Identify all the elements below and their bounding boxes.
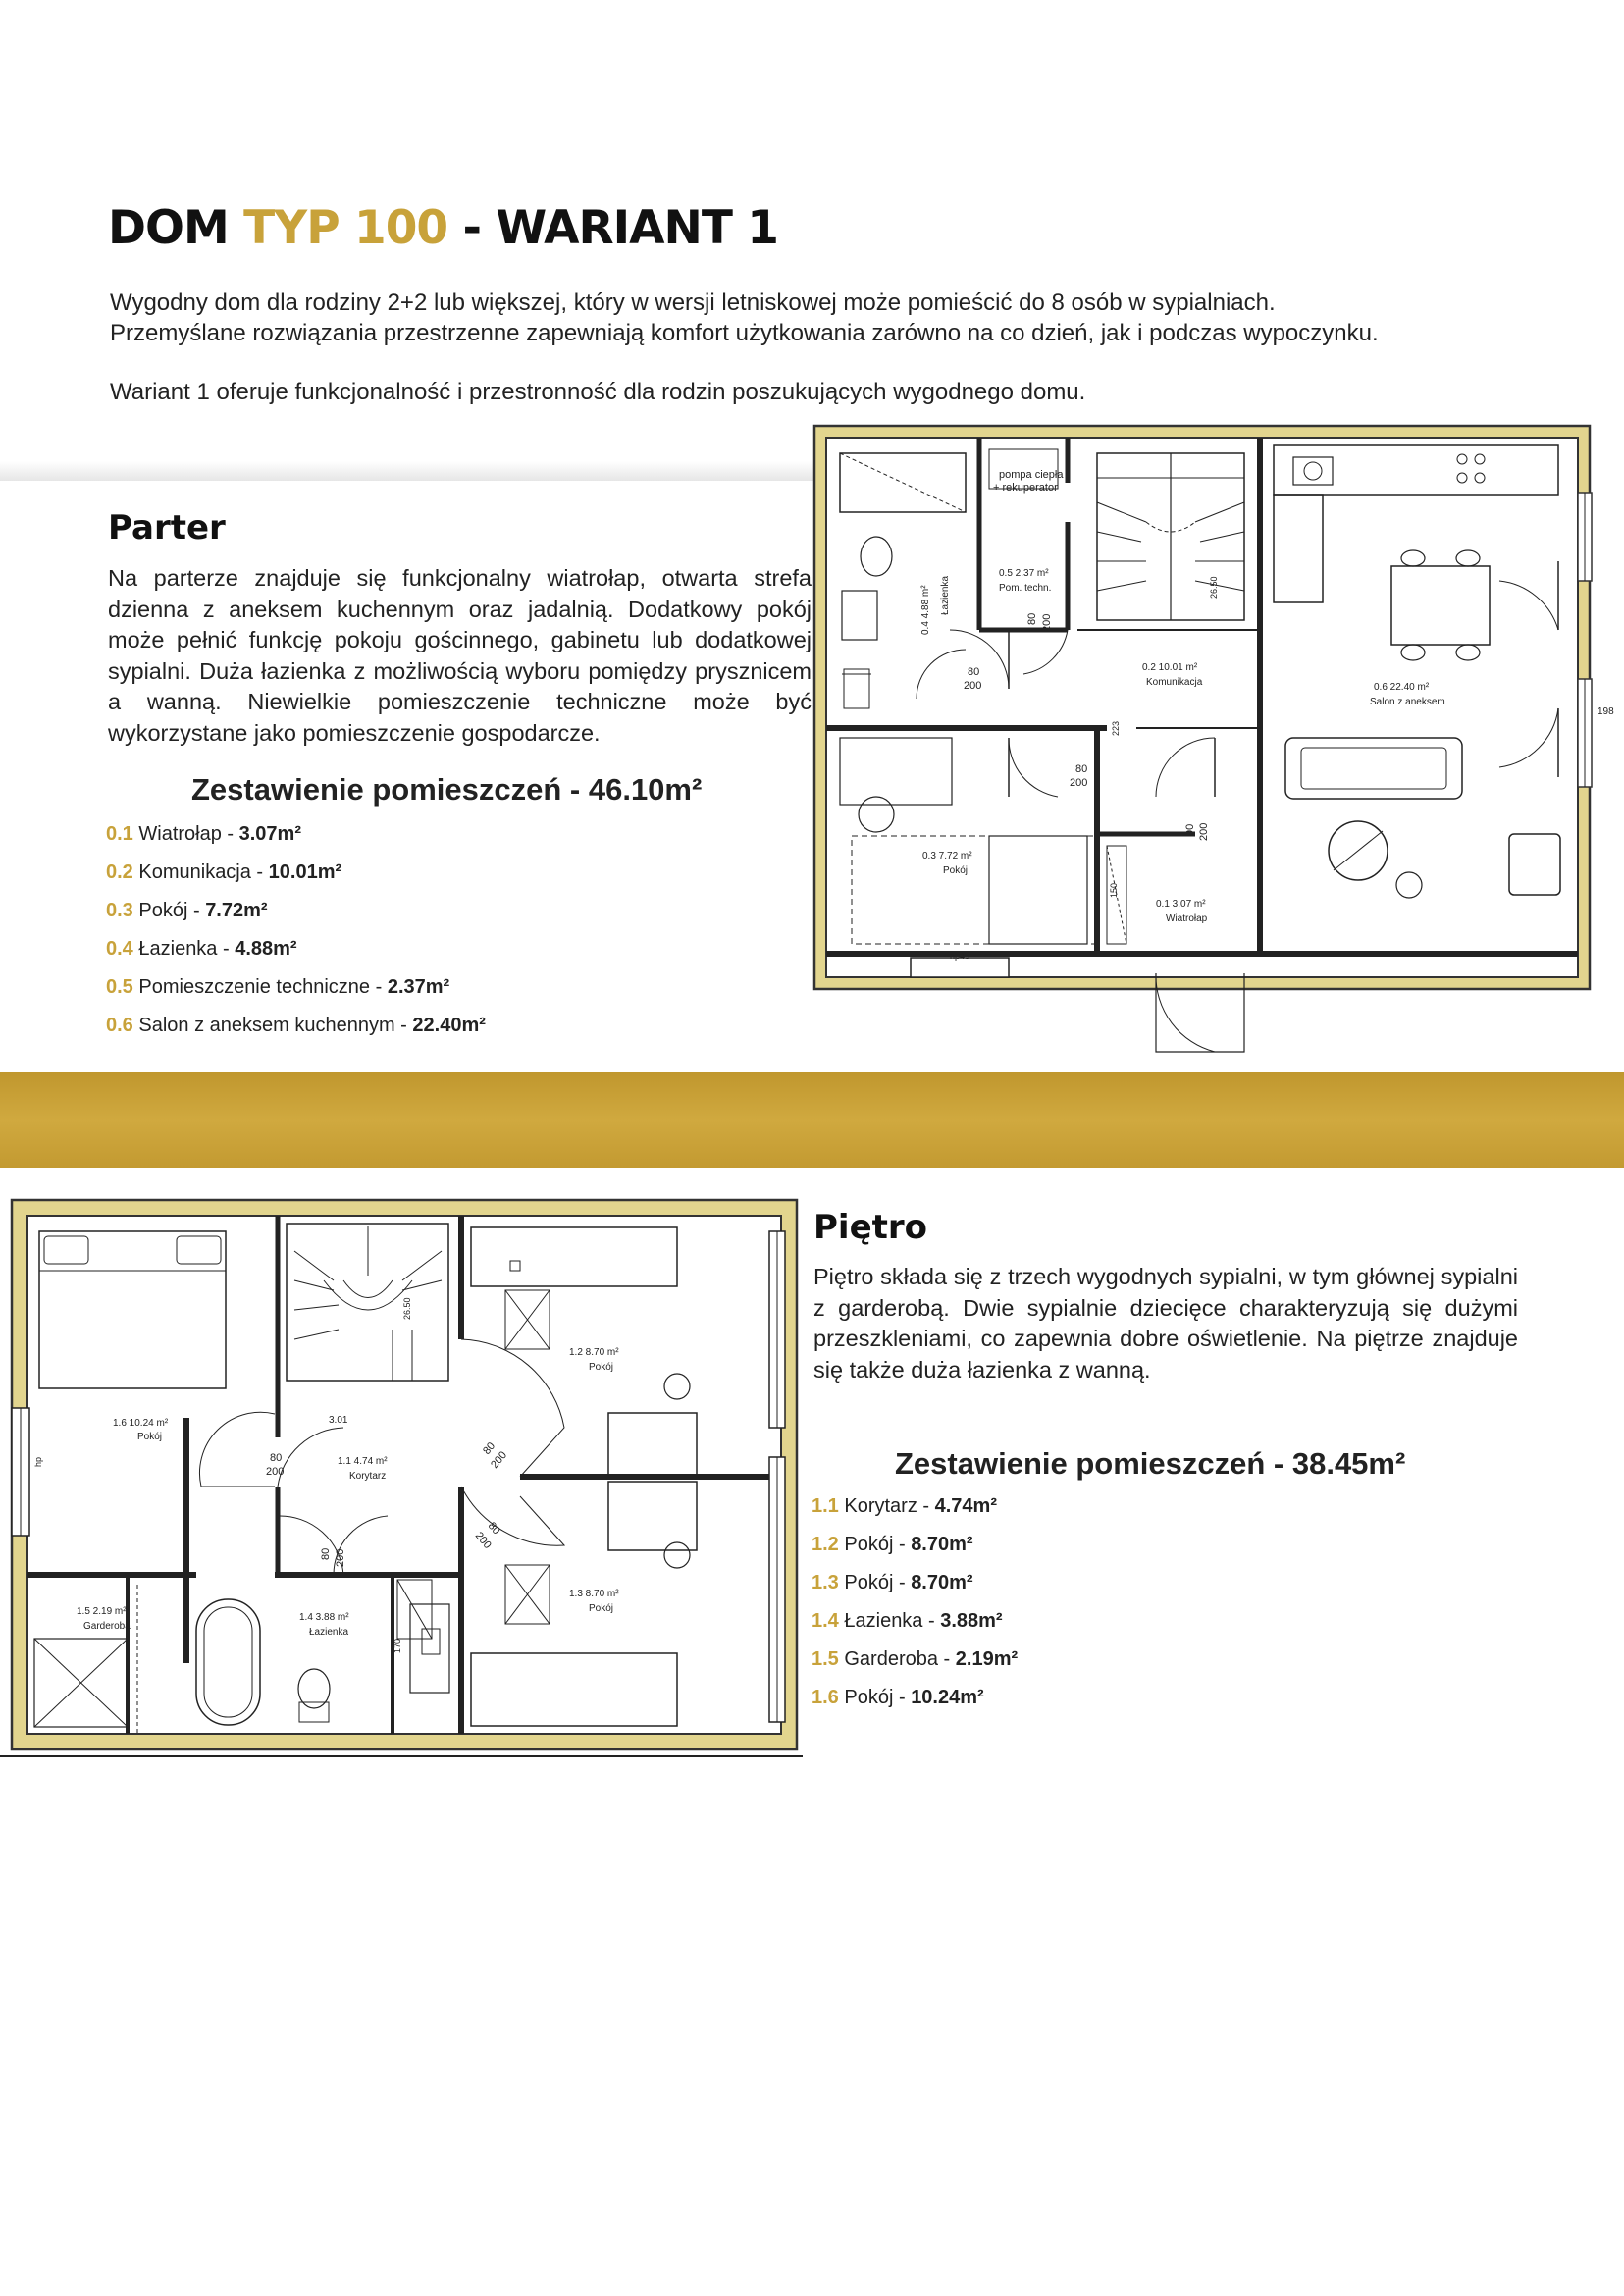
dim-200-g: 200: [489, 1449, 510, 1471]
dim-80-g: 80: [481, 1439, 498, 1457]
dim-80-c: 80: [1026, 612, 1038, 625]
dim-80-e: 80: [270, 1452, 283, 1464]
room-row: 1.2 Pokój - 8.70m²: [812, 1534, 973, 1555]
dim-80-a: 80: [968, 666, 980, 678]
plan-label-16-name: Pokój: [137, 1432, 163, 1442]
level-301: 3.01: [329, 1415, 348, 1426]
plan-label-03-name: Pokój: [943, 865, 969, 876]
plan-label-06: 0.6 22.40 m²: [1374, 682, 1430, 693]
room-row: 0.4 Łazienka - 4.88m²: [106, 938, 297, 960]
parter-room-list: [106, 815, 486, 1045]
dim-200-c: 200: [1041, 613, 1053, 632]
dim-200-e: 200: [266, 1466, 285, 1478]
plan-label-pompa: pompa ciepła: [999, 469, 1064, 481]
plan-label-13-name: Pokój: [589, 1603, 614, 1614]
room-row: 1.1 Korytarz - 4.74m²: [812, 1495, 997, 1517]
dim-200-d: 200: [1198, 822, 1210, 841]
room-row: 0.6 Salon z aneksem kuchennym - 22.40m²: [106, 1015, 486, 1036]
plan-label-11-name: Korytarz: [349, 1471, 387, 1482]
plan-label-14: 1.4 3.88 m²: [299, 1612, 349, 1623]
plan-label-hp45: hp45: [950, 951, 970, 961]
plan-label-11: 1.1 4.74 m²: [338, 1456, 388, 1467]
dim-200-f: 200: [335, 1548, 346, 1567]
plan-label-04-name: Łazienka: [940, 575, 951, 615]
plan-label-05: 0.5 2.37 m²: [999, 568, 1049, 579]
section-shade: [0, 461, 814, 481]
intro-line-2: Przemyślane rozwiązania przestrzenne zapewniają komfort użytkowania zarówno na co dzień, jak i podczas wypoczynku.: [110, 320, 1379, 346]
dim-80-f: 80: [320, 1547, 332, 1560]
pietro-description: Piętro składa się z trzech wygodnych sypialni, w tym głównej sypialni z garderobą. Dwie sypialnie dziecięce charakteryzują się dużymi przeszkleniami, co zapewnia dobre oświetlenie. Na piętrze znajduje się także duża łazienka z wanną.: [813, 1264, 1518, 1383]
room-row: 0.2 Komunikacja - 10.01m²: [106, 861, 342, 883]
plan-label-13: 1.3 8.70 m²: [569, 1589, 619, 1599]
plan-label-02-name: Komunikacja: [1146, 677, 1203, 688]
plan-label-01: 0.1 3.07 m²: [1156, 899, 1206, 910]
plan-label-15: 1.5 2.19 m²: [77, 1606, 127, 1617]
dim-200-h: 200: [472, 1530, 494, 1551]
room-row: 0.5 Pomieszczenie techniczne - 2.37m²: [106, 976, 450, 998]
dim-198: 198: [1598, 706, 1614, 717]
room-row: 0.3 Pokój - 7.72m²: [106, 900, 268, 921]
intro-line-1: Wygodny dom dla rodziny 2+2 lub większej, który w wersji letniskowej może pomieścić do 8 osób w sypialniach.: [110, 289, 1276, 316]
stair-label-up: 26.50: [402, 1297, 412, 1320]
plan-label-05-name: Pom. techn.: [999, 583, 1052, 594]
room-row: 0.1 Wiatrołap - 3.07m²: [106, 823, 301, 845]
plan-label-01-name: Wiatrołap: [1166, 913, 1208, 924]
parter-description: Na parterze znajduje się funkcjonalny wiatrołap, otwarta strefa dzienna z aneksem kuchennym oraz jadalnią. Dodatkowy pokój może pełnić funkcję pokoju gościnnego, gabinetu lub dodatkowej sypialni. Duża łazienka z możliwością wyboru pomiędzy prysznicem a wanną. Niewielkie pomieszczenie techniczne może być wykorzystane jako pomieszczenie gospodarcze.: [108, 565, 812, 746]
dim-200-b: 200: [1070, 777, 1088, 789]
title-part-wariant: - WARIANT 1: [447, 201, 778, 255]
room-row: 1.3 Pokój - 8.70m²: [812, 1572, 973, 1593]
plan-label-02: 0.2 10.01 m²: [1142, 662, 1198, 673]
plan-label-14-name: Łazienka: [309, 1627, 349, 1638]
plan-label-06-name: Salon z aneksem: [1370, 697, 1445, 707]
room-row: 1.4 Łazienka - 3.88m²: [812, 1610, 1003, 1632]
plan-label-15-name: Garderoba: [83, 1621, 131, 1632]
ground-floor-plan: [812, 424, 1624, 1060]
pietro-heading: Piętro: [813, 1208, 928, 1247]
dim-80-b: 80: [1075, 763, 1088, 775]
parter-heading: Parter: [108, 508, 226, 548]
plan-label-hp: hp: [33, 1456, 43, 1467]
parter-summary-title: Zestawienie pomieszczeń - 46.10m²: [191, 772, 703, 807]
plan-label-16: 1.6 10.24 m²: [113, 1418, 169, 1429]
title-part-dom: DOM: [108, 201, 244, 255]
dim-223: 223: [1111, 720, 1121, 736]
page-title: [108, 201, 778, 255]
plan-label-12: 1.2 8.70 m²: [569, 1347, 619, 1358]
gold-divider-band: [0, 1072, 1624, 1168]
dim-150: 150: [1109, 882, 1119, 898]
first-floor-plan: [0, 1192, 803, 1761]
plan-label-rekuperator: + rekuperator: [993, 482, 1058, 494]
plan-label-03: 0.3 7.72 m²: [922, 851, 972, 861]
dim-200-a: 200: [964, 680, 982, 692]
pietro-room-list: [812, 1487, 1018, 1717]
plan-label-12-name: Pokój: [589, 1362, 614, 1373]
stair-label: 26.50: [1209, 576, 1219, 599]
pietro-summary-title: Zestawienie pomieszczeń - 38.45m²: [895, 1446, 1406, 1481]
room-row: 1.6 Pokój - 10.24m²: [812, 1687, 984, 1708]
dim-90: 90: [1184, 823, 1196, 836]
plan-label-04: 0.4 4.88 m²: [920, 585, 931, 635]
dim-170: 170: [393, 1638, 402, 1653]
intro-line-3: Wariant 1 oferuje funkcjonalność i przestronność dla rodzin poszukujących wygodnego domu.: [110, 379, 1086, 405]
room-row: 1.5 Garderoba - 2.19m²: [812, 1648, 1019, 1670]
title-part-typ: TYP 100: [243, 201, 448, 255]
dim-80-h: 80: [485, 1520, 502, 1538]
